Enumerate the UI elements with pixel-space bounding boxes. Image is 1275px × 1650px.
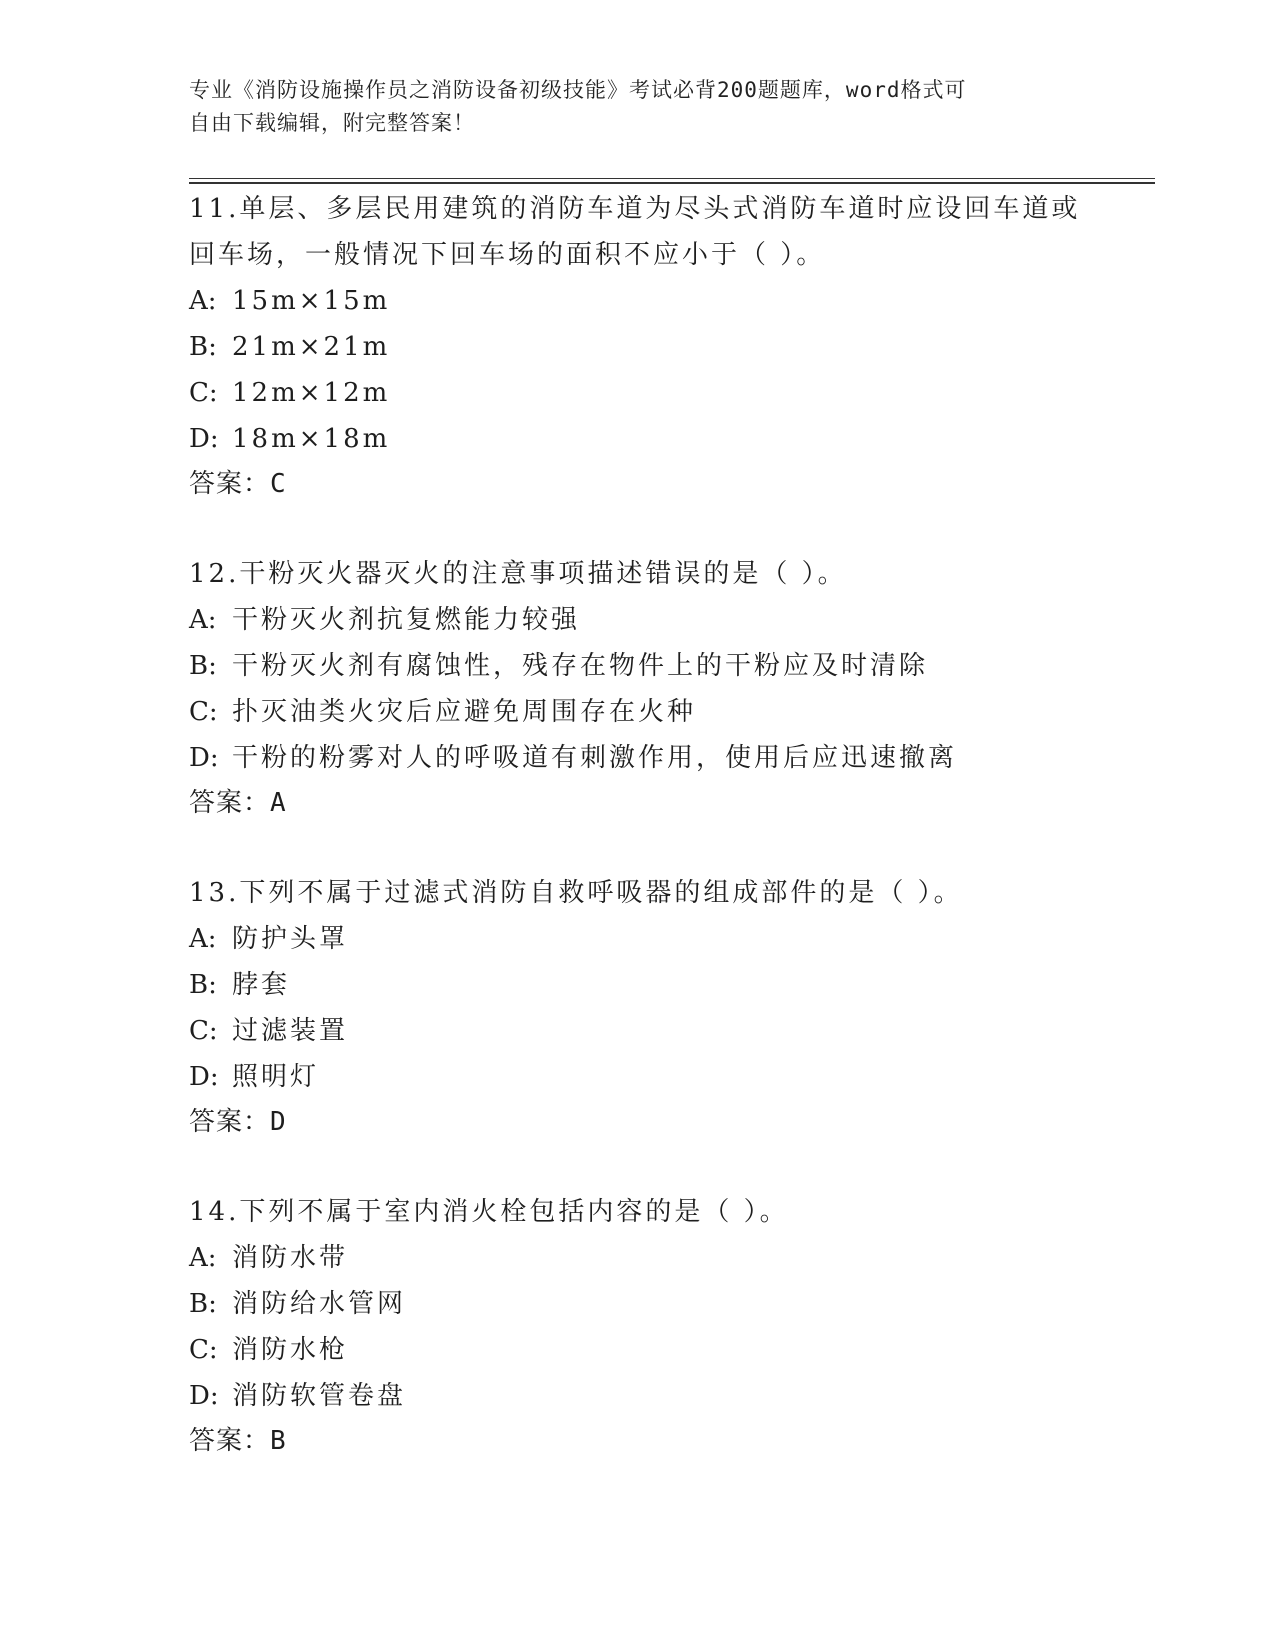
option-text: 脖套 bbox=[232, 970, 291, 1000]
option-text: 消防软管卷盘 bbox=[232, 1381, 407, 1411]
option-text: 消防水枪 bbox=[232, 1335, 349, 1365]
option-text: 消防给水管网 bbox=[232, 1289, 407, 1319]
option-text: 扑灭油类火灾后应避免周围存在火种 bbox=[232, 697, 697, 727]
option-key: B: bbox=[189, 651, 217, 681]
question-stem bbox=[189, 870, 1089, 916]
document-header bbox=[189, 74, 1089, 140]
option-c bbox=[189, 1008, 1089, 1054]
stem-line: 11.单层、多层民用建筑的消防车道为尽头式消防车道时应设回车道或 bbox=[189, 194, 1081, 224]
option-key: A: bbox=[189, 286, 217, 316]
header-divider-thick bbox=[189, 182, 1155, 184]
question-14 bbox=[189, 1189, 1089, 1463]
stem-line: 13.下列不属于过滤式消防自救呼吸器的组成部件的是（ ）。 bbox=[189, 878, 963, 908]
option-key: B: bbox=[189, 970, 217, 1000]
option-text: 干粉灭火剂有腐蚀性，残存在物件上的干粉应及时清除 bbox=[232, 651, 929, 681]
question-list bbox=[189, 186, 1089, 1508]
option-a bbox=[189, 916, 1089, 962]
option-key: B: bbox=[189, 332, 217, 362]
option-c bbox=[189, 370, 1089, 416]
option-a bbox=[189, 1235, 1089, 1281]
option-key: A: bbox=[189, 605, 217, 635]
option-b bbox=[189, 324, 1089, 370]
option-key: C: bbox=[189, 697, 218, 727]
option-key: D: bbox=[189, 1062, 219, 1092]
option-text: 消防水带 bbox=[232, 1243, 349, 1273]
option-key: D: bbox=[189, 743, 219, 773]
option-b bbox=[189, 962, 1089, 1008]
option-text: 照明灯 bbox=[232, 1062, 320, 1092]
option-text: 21m×21m bbox=[232, 332, 391, 362]
option-key: A: bbox=[189, 924, 217, 954]
option-c bbox=[189, 1327, 1089, 1373]
option-b bbox=[189, 1281, 1089, 1327]
option-c bbox=[189, 689, 1089, 735]
stem-line: 12.干粉灭火器灭火的注意事项描述错误的是（ ）。 bbox=[189, 559, 847, 589]
question-stem bbox=[189, 551, 1089, 597]
header-line-1: 专业《消防设施操作员之消防设备初级技能》考试必背200题题库，word格式可 bbox=[189, 78, 967, 102]
option-d bbox=[189, 1373, 1089, 1419]
option-a bbox=[189, 278, 1089, 324]
option-text: 15m×15m bbox=[232, 286, 391, 316]
question-12 bbox=[189, 551, 1089, 825]
option-d bbox=[189, 416, 1089, 462]
question-13 bbox=[189, 870, 1089, 1144]
option-d bbox=[189, 735, 1089, 781]
question-stem bbox=[189, 1189, 1089, 1235]
stem-line: 14.下列不属于室内消火栓包括内容的是（ ）。 bbox=[189, 1197, 789, 1227]
option-text: 干粉灭火剂抗复燃能力较强 bbox=[232, 605, 581, 635]
option-key: C: bbox=[189, 378, 218, 408]
question-stem bbox=[189, 186, 1089, 278]
option-key: D: bbox=[189, 424, 219, 454]
answer-line: 答案：C bbox=[189, 469, 287, 499]
option-text: 12m×12m bbox=[232, 378, 391, 408]
question-11 bbox=[189, 186, 1089, 506]
option-text: 18m×18m bbox=[232, 424, 391, 454]
option-key: D: bbox=[189, 1381, 219, 1411]
option-text: 过滤装置 bbox=[232, 1016, 349, 1046]
option-key: C: bbox=[189, 1335, 218, 1365]
option-text: 干粉的粉雾对人的呼吸道有刺激作用，使用后应迅速撤离 bbox=[232, 743, 958, 773]
answer-line: 答案：D bbox=[189, 1107, 287, 1137]
stem-line: 回车场，一般情况下回车场的面积不应小于（ ）。 bbox=[189, 240, 826, 270]
option-d bbox=[189, 1054, 1089, 1100]
option-key: A: bbox=[189, 1243, 217, 1273]
option-b bbox=[189, 643, 1089, 689]
option-key: B: bbox=[189, 1289, 217, 1319]
option-a bbox=[189, 597, 1089, 643]
header-divider-thin bbox=[189, 178, 1155, 179]
answer-line: 答案：A bbox=[189, 788, 287, 818]
answer-line: 答案：B bbox=[189, 1426, 287, 1456]
option-key: C: bbox=[189, 1016, 218, 1046]
header-line-2: 自由下载编辑，附完整答案！ bbox=[189, 111, 475, 135]
option-text: 防护头罩 bbox=[232, 924, 349, 954]
